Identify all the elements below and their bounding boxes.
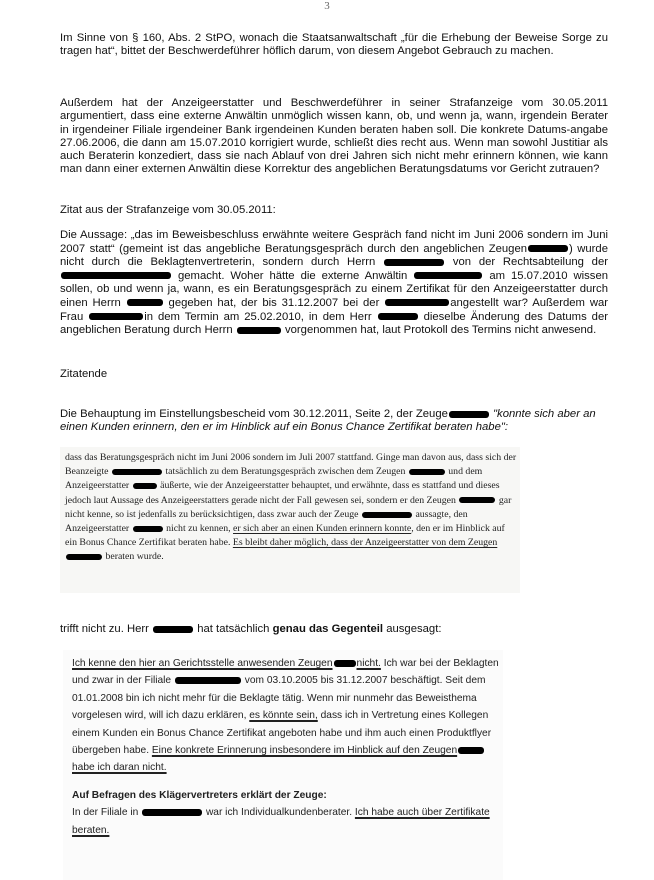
- redaction-bar: [61, 272, 171, 279]
- redaction-bar: [409, 469, 445, 475]
- redaction-bar: [133, 526, 163, 532]
- redaction-bar: [449, 411, 489, 418]
- redaction-bar: [385, 299, 449, 306]
- redaction-bar: [237, 327, 281, 334]
- redaction-bar: [528, 245, 568, 252]
- redaction-bar: [153, 626, 193, 633]
- redaction-bar: [127, 299, 163, 306]
- redaction-bar: [459, 497, 495, 503]
- quote-block: Die Aussage: „das im Beweisbeschluss erwähnte weitere Gespräch fand nicht im Juni 2006 sondern im Juni 2007 statt“ (gemeint ist das angebliche Beratungsgespräch durch den angeblichen Zeugen ) wurde nicht durch die Beklagtenvertreterin, sondern durch Herrn von der Rechtsabteilung der gemacht. Woher hätte die externe Anwältin am 15.07.2010 wissen sollen, ob und wenn ja, wann, es ein Beratungsgespräch zu einem Zertifikat für den Anzeigeerstatter durch einen Herrn gegeben hat, der bis 31.12.2007 bei der angestellt war? Außerdem war Frau in dem Termin am 25.02.2010, in dem Herr dieselbe Änderung des Datums der angeblichen Beratung durch Herrn vorgenommen hat, laut Protokoll des Termins nicht anwesend.: [60, 229, 609, 337]
- redaction-bar: [133, 483, 157, 489]
- redaction-bar: [89, 313, 143, 320]
- trifft-paragraph: trifft nicht zu. Herr hat tatsächlich genau das Gegenteil ausgesagt:: [60, 623, 442, 635]
- zitatende: Zitatende: [60, 368, 108, 380]
- redaction-bar: [362, 512, 412, 518]
- redaction-bar: [112, 469, 162, 475]
- redaction-bar: [378, 313, 418, 320]
- page-number: 3: [324, 0, 330, 12]
- scanned-excerpt-protocol: Ich kenne den hier an Gerichtsstelle anwesenden Zeugen nicht. Ich war bei der Beklagten und zwar in der Filiale vom 03.10.2005 bis 31.12.2007 beschäftigt. Seit dem 01.01.2008 bin ich nicht mehr für die Beklagte tätig. Wenn mir nunmehr das Beweisthema vorgelesen wird, will ich dazu erklären, es könnte sein, dass ich in Vertretung eines Kollegen einem Kunden ein Bonus Chance Zertifikat angeboten habe und ihm auch einen Produktflyer übergeben habe. Eine konkrete Erinnerung insbesondere im Hinblick auf den Zeugenhabe ich daran nicht. Auf Befragen des Klägervertreters erklärt der Zeuge: In der Filiale in war ich Individualkundenberater. Ich habe auch über Zertifikate beraten.: [63, 650, 503, 880]
- behauptung-paragraph: Die Behauptung im Einstellungsbescheid vom 30.12.2011, Seite 2, der Zeuge "konnte sich aber an einen Kunden erinnern, den er im Hinblick auf ein Bonus Chance Zertifikat beraten habe":: [60, 408, 596, 434]
- redaction-bar: [414, 272, 482, 279]
- redaction-bar: [142, 809, 202, 816]
- redaction-bar: [458, 747, 484, 754]
- scanned-excerpt-decision: dass das Beratungsgespräch nicht im Juni 2006 sondern im Juli 2007 stattfand. Ginge man davon aus, dass sich der Beanzeigte tatsächlich zu dem Beratungsgespräch zwischen dem Zeugen und dem Anzeigeerstatter äußerte, wie der Anzeigeerstatter behauptet, und erwähnte, dass es stattfand und dieses jedoch laut Aussage des Anzeigeerstatters gerade nicht der Fall gewesen sei, sondern er den Zeugen gar nicht kenne, so ist jedenfalls zu berücksichtigen, dass zwar auch der Zeuge aussagte, den Anzeigeerstatter nicht zu kennen, er sich aber an einen Kunden erinnern konnte, den er im Hinblick auf ein Bonus Chance Zertifikat beraten habe. Es bleibt daher möglich, dass der Anzeigeerstatter von dem Zeugen beraten wurde.: [60, 447, 520, 593]
- redaction-bar: [66, 554, 102, 560]
- redaction-bar: [175, 677, 241, 684]
- paragraph-2: Außerdem hat der Anzeigeerstatter und Beschwerdeführer in seiner Strafanzeige vom 30.05.2011 argumentiert, dass eine externe Anwältin unmöglich wissen kann, ob, und wenn ja, wann, irgendein Berater in irgendeiner Filiale irgendeiner Bank irgendeinen Kunden beraten haben soll. Die konkrete Datums-angabe 27.06.2006, die dann am 15.07.2010 korrigiert wurde, schließt dies recht aus. Wenn man sowohl Justitiar als auch Beraterin konzediert, dass sie nach Ablauf von drei Jahren sich nicht mehr erinnern können, wie kann man dann einer externen Anwältin diese Korrektur des angeblichen Beratungsdatums vor Gericht zutrauen?: [60, 97, 608, 176]
- paragraph-1: Im Sinne von § 160, Abs. 2 StPO, wonach die Staatsanwaltschaft „für die Erhebung der Beweise Sorge zu tragen hat“, bittet der Beschwerdeführer höflich darum, von diesem Angebot Gebrauch zu machen.: [60, 32, 608, 58]
- protocol-subheading: Auf Befragen des Klägervertreters erklärt der Zeuge:: [72, 789, 327, 801]
- redaction-bar: [384, 259, 444, 266]
- heading-zitat: Zitat aus der Strafanzeige vom 30.05.2011:: [60, 204, 276, 216]
- redaction-bar: [334, 660, 356, 667]
